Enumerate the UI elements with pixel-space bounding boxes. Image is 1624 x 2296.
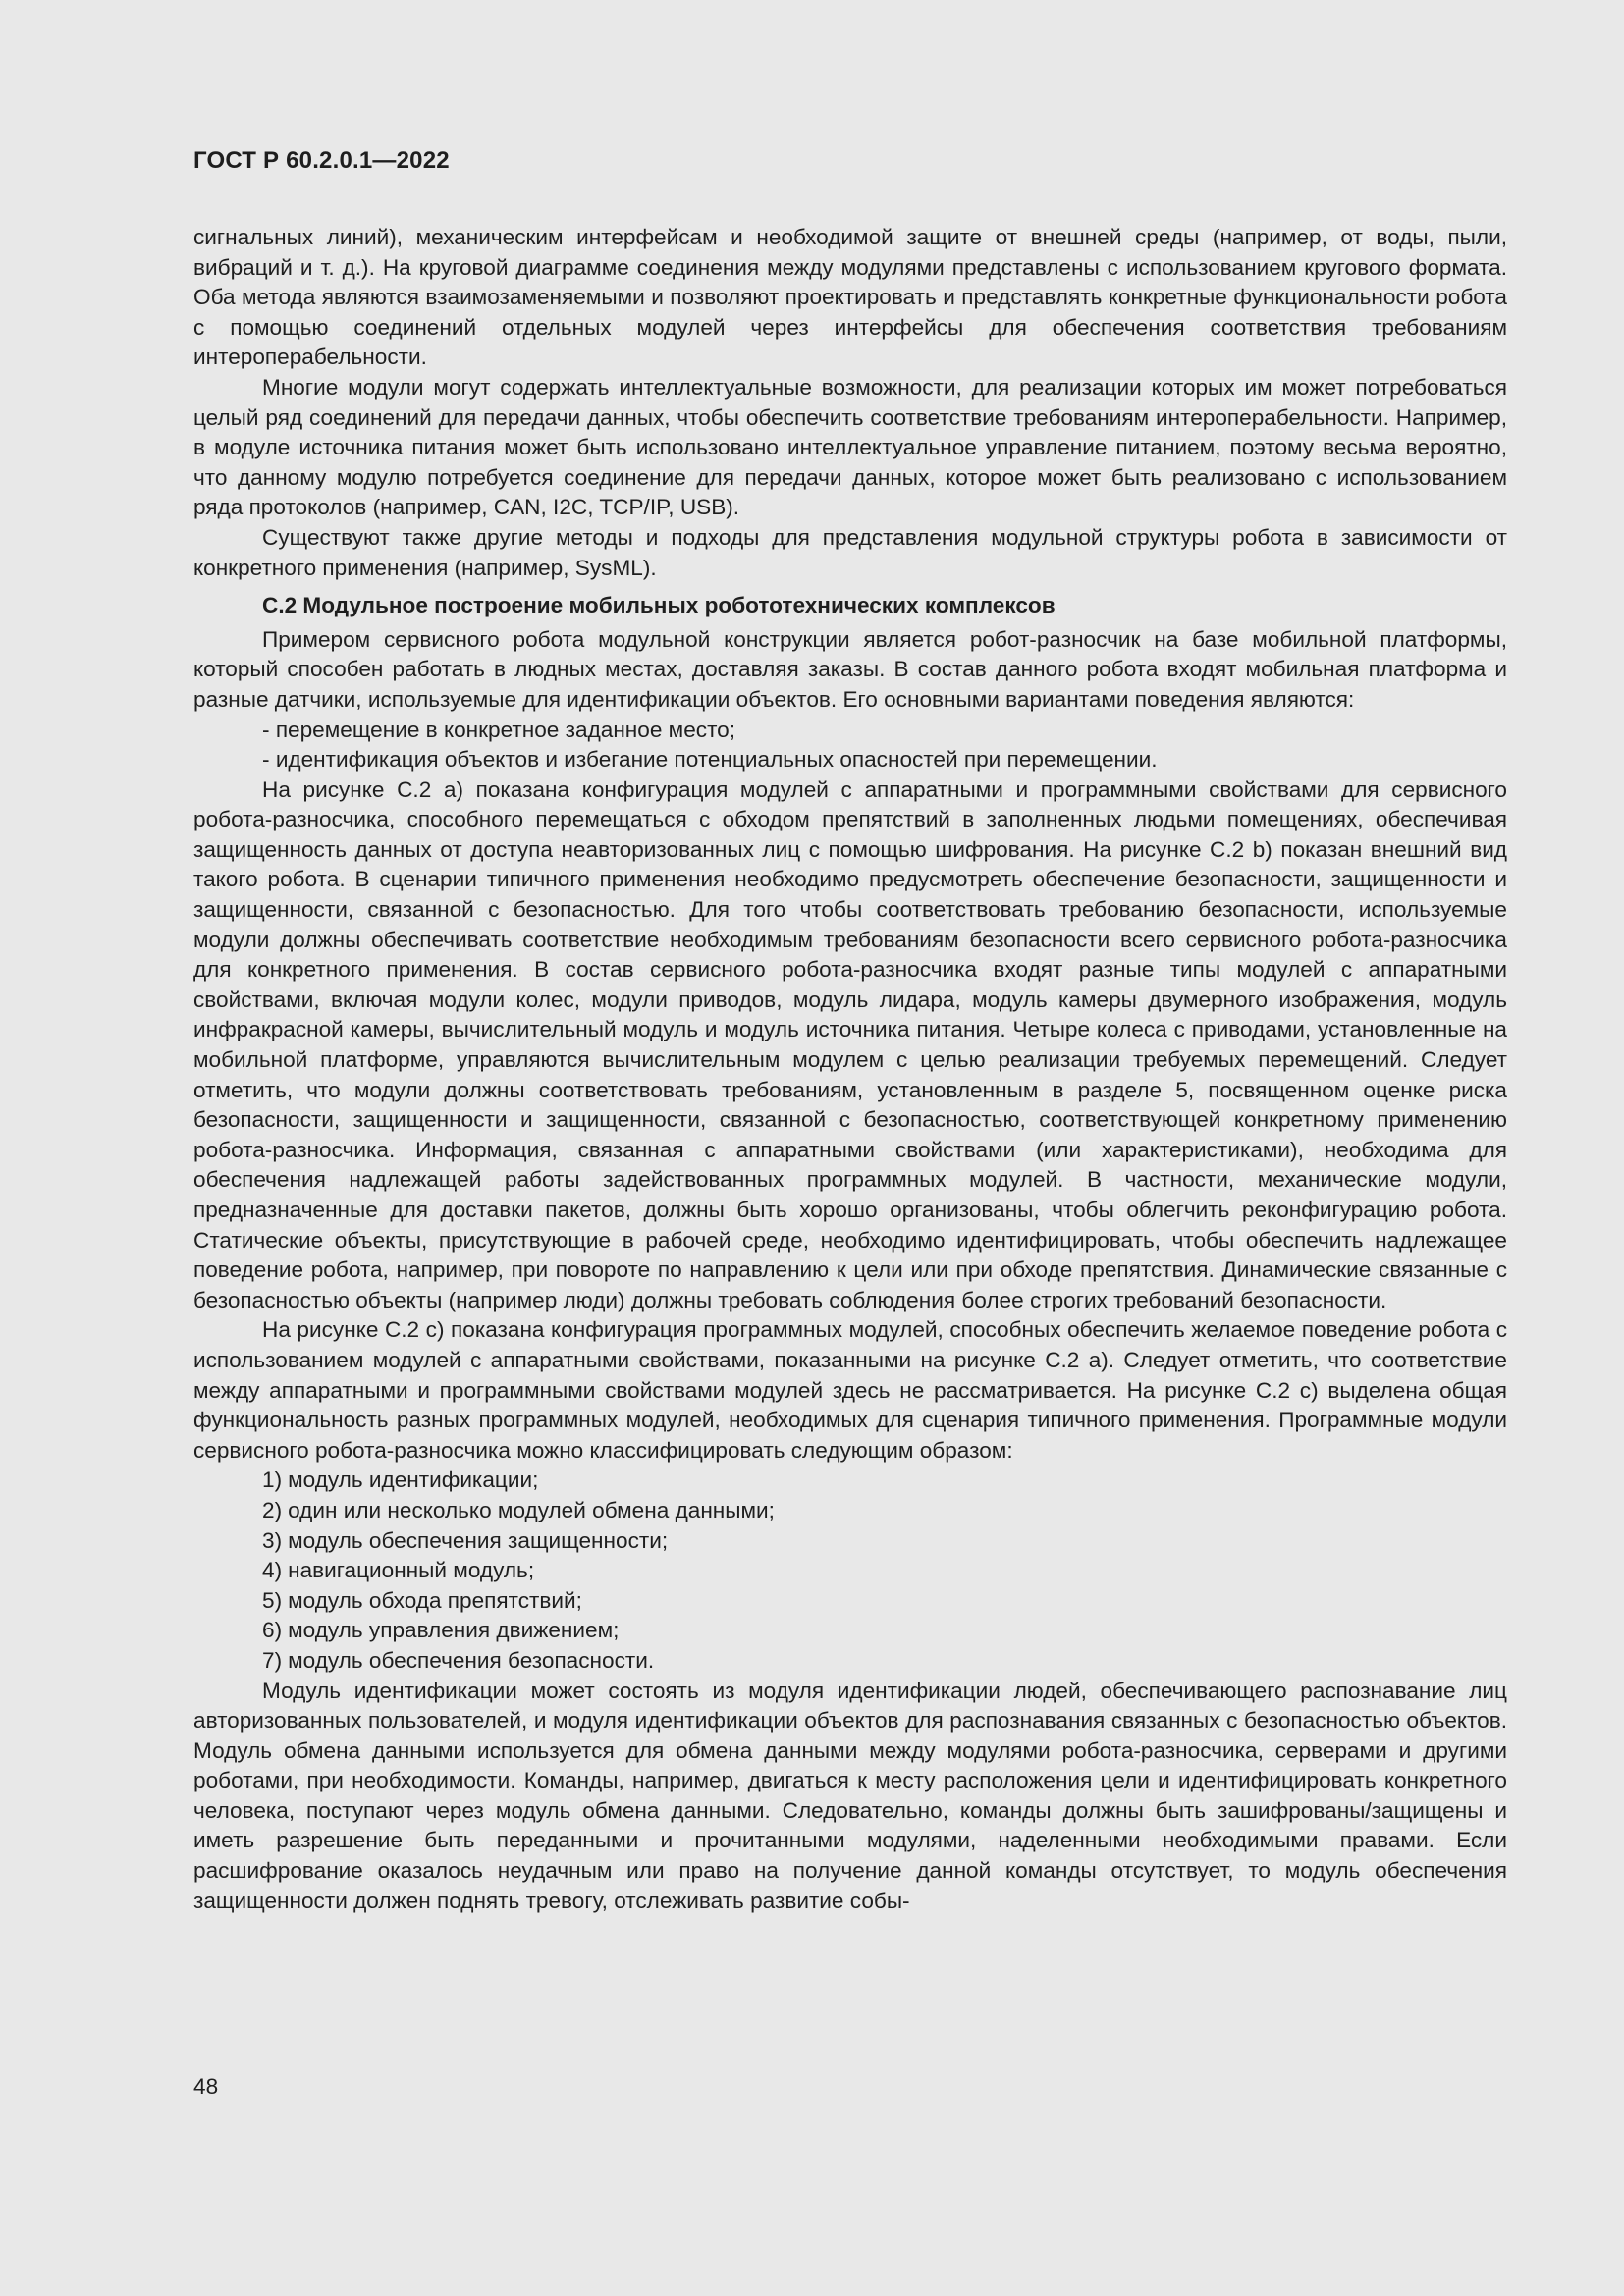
list-item bbox=[262, 1586, 1507, 1617]
list-item bbox=[262, 1556, 1507, 1586]
list-item-number: 3) bbox=[262, 1527, 283, 1553]
list-item-text: навигационный модуль; bbox=[288, 1558, 535, 1583]
section-heading: С.2 Модульное построение мобильных робототехнических комплексов bbox=[262, 593, 1056, 618]
list-item-text: модуль обхода препятствий; bbox=[288, 1587, 582, 1613]
list-item-text: модуль обеспечения безопасности. bbox=[288, 1647, 655, 1673]
list-item-number: 6) bbox=[262, 1618, 283, 1643]
list-item-text: модуль управления движением; bbox=[288, 1618, 620, 1643]
list-item-text: модуль обеспечения защищенности; bbox=[288, 1527, 669, 1553]
list-item bbox=[262, 1616, 1507, 1646]
page-number: 48 bbox=[193, 2074, 219, 2099]
list-item-number: 2) bbox=[262, 1497, 283, 1522]
paragraph: сигнальных линий), механическим интерфейсам и необходимой защите от внешней среды (например, от воды, пыли, вибраций и т. д.). На круговой диаграмме соединения между модулями представлены с использованием кругового формата. Оба метода являются взаимозаменяемыми и позволяют проектировать и представлять конкретные функциональности робота с помощью соединений отдельных модулей через интерфейсы для обеспечения соответствия требованиям интероперабельности. bbox=[193, 225, 1507, 370]
paragraph: Существуют также другие методы и подходы для представления модульной структуры робота в зависимости от конкретного применения (например, SysML). bbox=[193, 524, 1507, 580]
list-item bbox=[262, 1646, 1507, 1677]
list-item-text: один или несколько модулей обмена данными; bbox=[288, 1497, 775, 1522]
list-item-text: модуль идентификации; bbox=[288, 1468, 539, 1493]
list-item: - идентификация объектов и избегание потенциальных опасностей при перемещении. bbox=[262, 745, 1507, 775]
list-item-number: 1) bbox=[262, 1468, 283, 1493]
behavior-list bbox=[193, 716, 1507, 775]
document-body bbox=[193, 223, 1507, 1916]
document-header: ГОСТ Р 60.2.0.1—2022 bbox=[193, 147, 450, 174]
list-item bbox=[262, 1466, 1507, 1496]
list-item-number: 4) bbox=[262, 1558, 283, 1583]
module-list bbox=[193, 1466, 1507, 1676]
list-item: - перемещение в конкретное заданное место; bbox=[262, 716, 1507, 746]
list-item-number: 7) bbox=[262, 1647, 283, 1673]
list-item-number: 5) bbox=[262, 1587, 283, 1613]
list-item bbox=[262, 1496, 1507, 1526]
list-item bbox=[262, 1526, 1507, 1557]
paragraph: Примером сервисного робота модульной конструкции является робот-разносчик на базе мобильной платформы, который способен работать в людных местах, доставляя заказы. В состав данного робота входят мобильная платформа и разные датчики, используемые для идентификации объектов. Его основными вариантами поведения являются: bbox=[193, 626, 1507, 712]
paragraph: На рисунке С.2 c) показана конфигурация программных модулей, способных обеспечить желаемое поведение робота с использованием модулей с аппаратными свойствами, показанными на рисунке С.2 a). Следует отметить, что соответствие между аппаратными и программными свойствами модулей здесь не рассматривается. На рисунке С.2 c) выделена общая функциональность разных программных модулей, необходимых для сценария типичного применения. Программные модули сервисного робота-разносчика можно классифицировать следующим образом: bbox=[193, 1317, 1507, 1463]
paragraph: На рисунке С.2 a) показана конфигурация модулей с аппаратными и программными свойствами для сервисного робота-разносчика, способного перемещаться с обходом препятствий в заполненных людьми помещениях, обеспечивая защищенность данных от доступа неавторизованных лиц с помощью шифрования. На рисунке С.2 b) показан внешний вид такого робота. В сценарии типичного применения необходимо предусмотреть обеспечение безопасности, защищенности и защищенности, связанной с безопасностью. Для того чтобы соответствовать требованию безопасности, используемые модули должны обеспечивать соответствие необходимым требованиям безопасности всего сервисного робота-разносчика для конкретного применения. В состав сервисного робота-разносчика входят разные типы модулей с аппаратными свойствами, включая модули колес, модули приводов, модуль лидара, модуль камеры двумерного изображения, модуль инфракрасной камеры, вычислительный модуль и модуль источника питания. Четыре колеса с приводами, установленные на мобильной платформе, управляются вычислительным модулем с целью реализации требуемых перемещений. Следует отметить, что модули должны соответствовать требованиям, установленным в разделе 5, посвященном оценке риска безопасности, защищенности и защищенности, связанной с безопасностью, соответствующей конкретному применению робота-разносчика. Информация, связанная с аппаратными свойствами (или характеристиками), необходима для обеспечения надлежащей работы задействованных программных модулей. В частности, механические модули, предназначенные для доставки пакетов, должны быть хорошо организованы, чтобы облегчить реконфигурацию робота. Статические объекты, присутствующие в рабочей среде, необходимо идентифицировать, чтобы обеспечить надлежащее поведение робота, например, при повороте по направлению к цели или при обходе препятствия. Динамические связанные с безопасностью объекты (например люди) должны требовать соблюдения более строгих требований безопасности. bbox=[193, 776, 1507, 1312]
paragraph: Многие модули могут содержать интеллектуальные возможности, для реализации которых им может потребоваться целый ряд соединений для передачи данных, чтобы обеспечить соответствие требованиям интероперабельности. Например, в модуле источника питания может быть использовано интеллектуальное управление питанием, поэтому весьма вероятно, что данному модулю потребуется соединение для передачи данных, которое может быть реализовано с использованием ряда протоколов (например, CAN, I2C, TCP/IP, USB). bbox=[193, 374, 1507, 520]
paragraph: Модуль идентификации может состоять из модуля идентификации людей, обеспечивающего распознавание лиц авторизованных пользователей, и модуля идентификации объектов для распознавания связанных с безопасностью объектов. Модуль обмена данными используется для обмена данными между модулями робота-разносчика, серверами и другими роботами, при необходимости. Команды, например, двигаться к месту расположения цели и идентифицировать конкретного человека, поступают через модуль обмена данными. Следовательно, команды должны быть зашифрованы/защищены и иметь разрешение быть переданными и прочитанными модулями, наделенными необходимыми правами. Если расшифрование оказалось неудачным или право на получение данной команды отсутствует, то модуль обеспечения защищенности должен поднять тревогу, отслеживать развитие собы- bbox=[193, 1678, 1507, 1913]
